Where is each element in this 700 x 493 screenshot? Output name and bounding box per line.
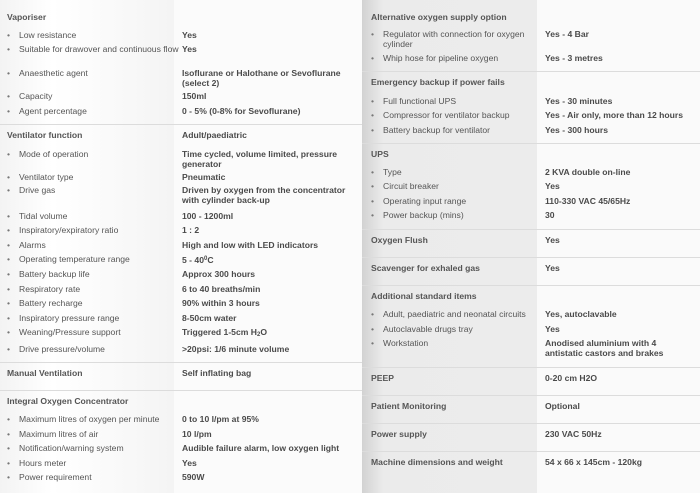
label-text: Drive gas [19,185,56,195]
label-text: Tidal volume [19,211,68,221]
spec-value [545,324,695,334]
section-heading: Additional standard items [371,291,477,301]
section-heading-machine-dimensions-and-weight: Machine dimensions and weight [371,457,503,467]
label-text: Operating temperature range [19,254,130,264]
label-text: Suitable for drawover and continuous flow [19,44,179,54]
section-divider [362,285,700,286]
value-text: Yes - 3 metres [545,53,603,63]
value-text: Yes - 4 Bar [545,29,589,39]
value-text: 110-330 VAC 45/65Hz [545,196,631,206]
spec-value [182,44,352,54]
spec-value [182,225,352,235]
section-divider [362,143,700,144]
value-text: Triggered 1-5cm H [182,327,257,337]
spec-value [182,298,352,308]
section-heading: Vaporiser [7,12,47,22]
section-value: Adult/paediatric [182,130,247,140]
section-divider [362,71,700,72]
spec-label-suitable-for-drawover-and-continuous-flow [7,44,179,54]
spec-value [545,29,695,39]
spec-value [182,414,352,424]
label-text: Ventilator type [19,172,74,182]
label-text: Inspiratory/expiratory ratio [19,225,119,235]
spec-label-operating-temperature-range [7,254,179,264]
spec-label-alarms [7,240,179,250]
value-text: Yes [182,44,197,54]
spec-value [182,284,352,294]
spec-label-tidal-volume [7,211,179,221]
section-value: 0-20 cm H2O [545,373,598,383]
spec-label-circuit-breaker [371,181,541,191]
section-heading-power-supply: Power supply [371,429,427,439]
spec-label-battery-recharge [7,298,179,308]
label-text: Workstation [383,338,429,348]
section-value: Yes [545,263,560,273]
label-text: Battery backup life [19,269,90,279]
section-divider [362,229,700,230]
spec-label-agent-percentage [7,106,179,116]
spec-label-battery-backup-for-ventilator [371,125,541,135]
section-divider [362,257,700,258]
spec-value [545,196,695,206]
value-suffix: C [207,255,214,265]
value-text: Isoflurane or Halothane or Sevoflurane (select 2) [182,68,341,89]
value-text: Yes - 30 minutes [545,96,613,106]
spec-value [182,106,352,116]
spec-label-capacity [7,91,179,101]
section-heading: Integral Oxygen Concentrator [7,396,129,406]
label-text: Operating input range [383,196,467,206]
spec-value [182,472,352,482]
value-suffix: O [260,327,268,337]
spec-label-full-functional-ups [371,96,541,106]
section-divider [362,395,700,396]
spec-label-type [371,167,541,177]
label-text: Autoclavable drugs tray [383,324,473,334]
spec-label-hours-meter [7,458,179,468]
spec-label-whip-hose-for-pipeline-oxygen [371,53,541,63]
label-text: Maximum litres of oxygen per minute [19,414,160,424]
section-value: Self inflating bag [182,368,252,378]
spec-label-inspiratory-pressure-range [7,313,179,323]
value-text: Yes [182,458,197,468]
value-text: 5 - 40 [182,255,204,265]
spec-label-low-resistance [7,30,179,40]
spec-label-regulator-with-connection-for-oxygen-cylinder [371,29,541,49]
value-text: Yes - Air only, more than 12 hours [545,110,684,120]
label-text: Inspiratory pressure range [19,313,120,323]
label-text: Mode of operation [19,149,89,159]
value-text: Yes [545,181,560,191]
section-value: Optional [545,401,580,411]
spec-label-autoclavable-drugs-tray [371,324,541,334]
section-divider [362,367,700,368]
label-text: Drive pressure/volume [19,344,105,354]
spec-label-power-requirement [7,472,179,482]
value-text: Pneumatic [182,172,226,182]
label-text: Alarms [19,240,46,250]
subscript: 2 [256,332,261,338]
value-text: 8-50cm water [182,313,237,323]
spec-value [182,344,352,354]
value-text: Time cycled, volume limited, pressure generator [182,149,338,170]
section-value: Yes [545,235,560,245]
value-text: Audible failure alarm, low oxygen light [182,443,340,453]
label-text: Adult, paediatric and neonatal circuits [383,309,526,319]
right-value-column [537,0,700,493]
value-text: 90% within 3 hours [182,298,260,308]
value-text: Anodised aluminium with 4 antistatic castors and brakes [545,338,664,359]
spec-value [182,211,352,221]
label-text: Notification/warning system [19,443,124,453]
value-text: High and low with LED indicators [182,240,319,250]
spec-value [182,172,352,182]
spec-label-operating-input-range [371,196,541,206]
section-divider [362,423,700,424]
spec-label-adult-paediatric-and-neonatal-circuits [371,309,541,319]
label-text: Agent percentage [19,106,87,116]
section-divider [0,390,362,391]
value-text: Driven by oxygen from the concentrator with cylinder back-up [182,185,346,206]
value-text: 150ml [182,91,207,101]
spec-value [182,68,352,88]
section-heading: UPS [371,149,389,159]
spec-value [182,149,352,169]
section-value: 54 x 66 x 145cm - 120kg [545,457,642,467]
spec-value [182,185,352,205]
section-divider [0,362,362,363]
spec-value [545,125,695,135]
spec-label-drive-pressure-volume [7,344,179,354]
value-text: 0 - 5% (0-8% for Sevoflurane) [182,106,301,116]
label-text: Maximum litres of air [19,429,99,439]
section-heading-scavenger-for-exhaled-gas: Scavenger for exhaled gas [371,263,480,273]
section-heading-ventilator-function: Ventilator function [7,130,83,140]
label-text: Regulator with connection for oxygen cylinder [383,29,525,50]
spec-label-workstation [371,338,541,348]
value-text: 590W [182,472,205,482]
value-text: Yes [545,324,560,334]
spec-value [182,254,352,265]
spec-label-battery-backup-life [7,269,179,279]
spec-value [545,53,695,63]
spec-value [545,96,695,106]
spec-value [182,443,352,453]
spec-value [182,429,352,439]
value-text: 2 KVA double on-line [545,167,631,177]
value-text: 10 l/pm [182,429,212,439]
spec-value [545,338,695,358]
section-divider [0,124,362,125]
value-text: 0 to 10 l/pm at 95% [182,414,259,424]
section-heading: Alternative oxygen supply option [371,12,507,22]
label-text: Type [383,167,402,177]
spec-value [545,309,695,319]
right-label-column [362,0,537,493]
section-value: 230 VAC 50Hz [545,429,602,439]
spec-value [182,269,352,279]
value-text: Yes - 300 hours [545,125,609,135]
section-divider [362,451,700,452]
label-text: Respiratory rate [19,284,81,294]
label-text: Battery recharge [19,298,83,308]
label-text: Capacity [19,91,53,101]
section-heading-patient-monitoring: Patient Monitoring [371,401,447,411]
section-heading-manual-ventilation: Manual Ventilation [7,368,83,378]
label-text: Power backup (mins) [383,210,464,220]
spec-label-power-backup-mins [371,210,541,220]
spec-label-anaesthetic-agent [7,68,179,78]
value-text: >20psi: 1/6 minute volume [182,344,290,354]
spec-label-mode-of-operation [7,149,179,159]
value-text: Approx 300 hours [182,269,256,279]
label-text: Weaning/Pressure support [19,327,121,337]
label-text: Power requirement [19,472,92,482]
spec-label-weaning-pressure-support [7,327,179,337]
spec-label-ventilator-type [7,172,179,182]
label-text: Whip hose for pipeline oxygen [383,53,499,63]
value-text: 30 [545,210,555,220]
spec-value [182,313,352,323]
label-text: Low resistance [19,30,77,40]
value-text: 6 to 40 breaths/min [182,284,261,294]
label-text: Circuit breaker [383,181,439,191]
spec-value [545,210,695,220]
spec-value [182,91,352,101]
label-text: Battery backup for ventilator [383,125,490,135]
spec-label-respiratory-rate [7,284,179,294]
spec-value [182,458,352,468]
spec-label-inspiratory-expiratory-ratio [7,225,179,235]
label-text: Full functional UPS [383,96,457,106]
section-heading-peep: PEEP [371,373,394,383]
spec-value [182,30,352,40]
spec-value [182,327,352,340]
superscript: 0 [203,256,208,262]
spec-label-drive-gas [7,185,179,195]
spec-label-notification-warning-system [7,443,179,453]
value-text: Yes, autoclavable [545,309,617,319]
spec-label-compressor-for-ventilator-backup [371,110,541,120]
value-text: Yes [182,30,197,40]
spec-value [545,181,695,191]
section-heading-oxygen-flush: Oxygen Flush [371,235,428,245]
label-text: Hours meter [19,458,67,468]
label-text: Anaesthetic agent [19,68,88,78]
section-heading: Emergency backup if power fails [371,77,505,87]
spec-label-maximum-litres-of-oxygen-per-minute [7,414,179,424]
spec-value [545,110,695,120]
spec-label-maximum-litres-of-air [7,429,179,439]
spec-value [182,240,352,250]
value-text: 100 - 1200ml [182,211,234,221]
label-text: Compressor for ventilator backup [383,110,510,120]
spec-value [545,167,695,177]
value-text: 1 : 2 [182,225,200,235]
